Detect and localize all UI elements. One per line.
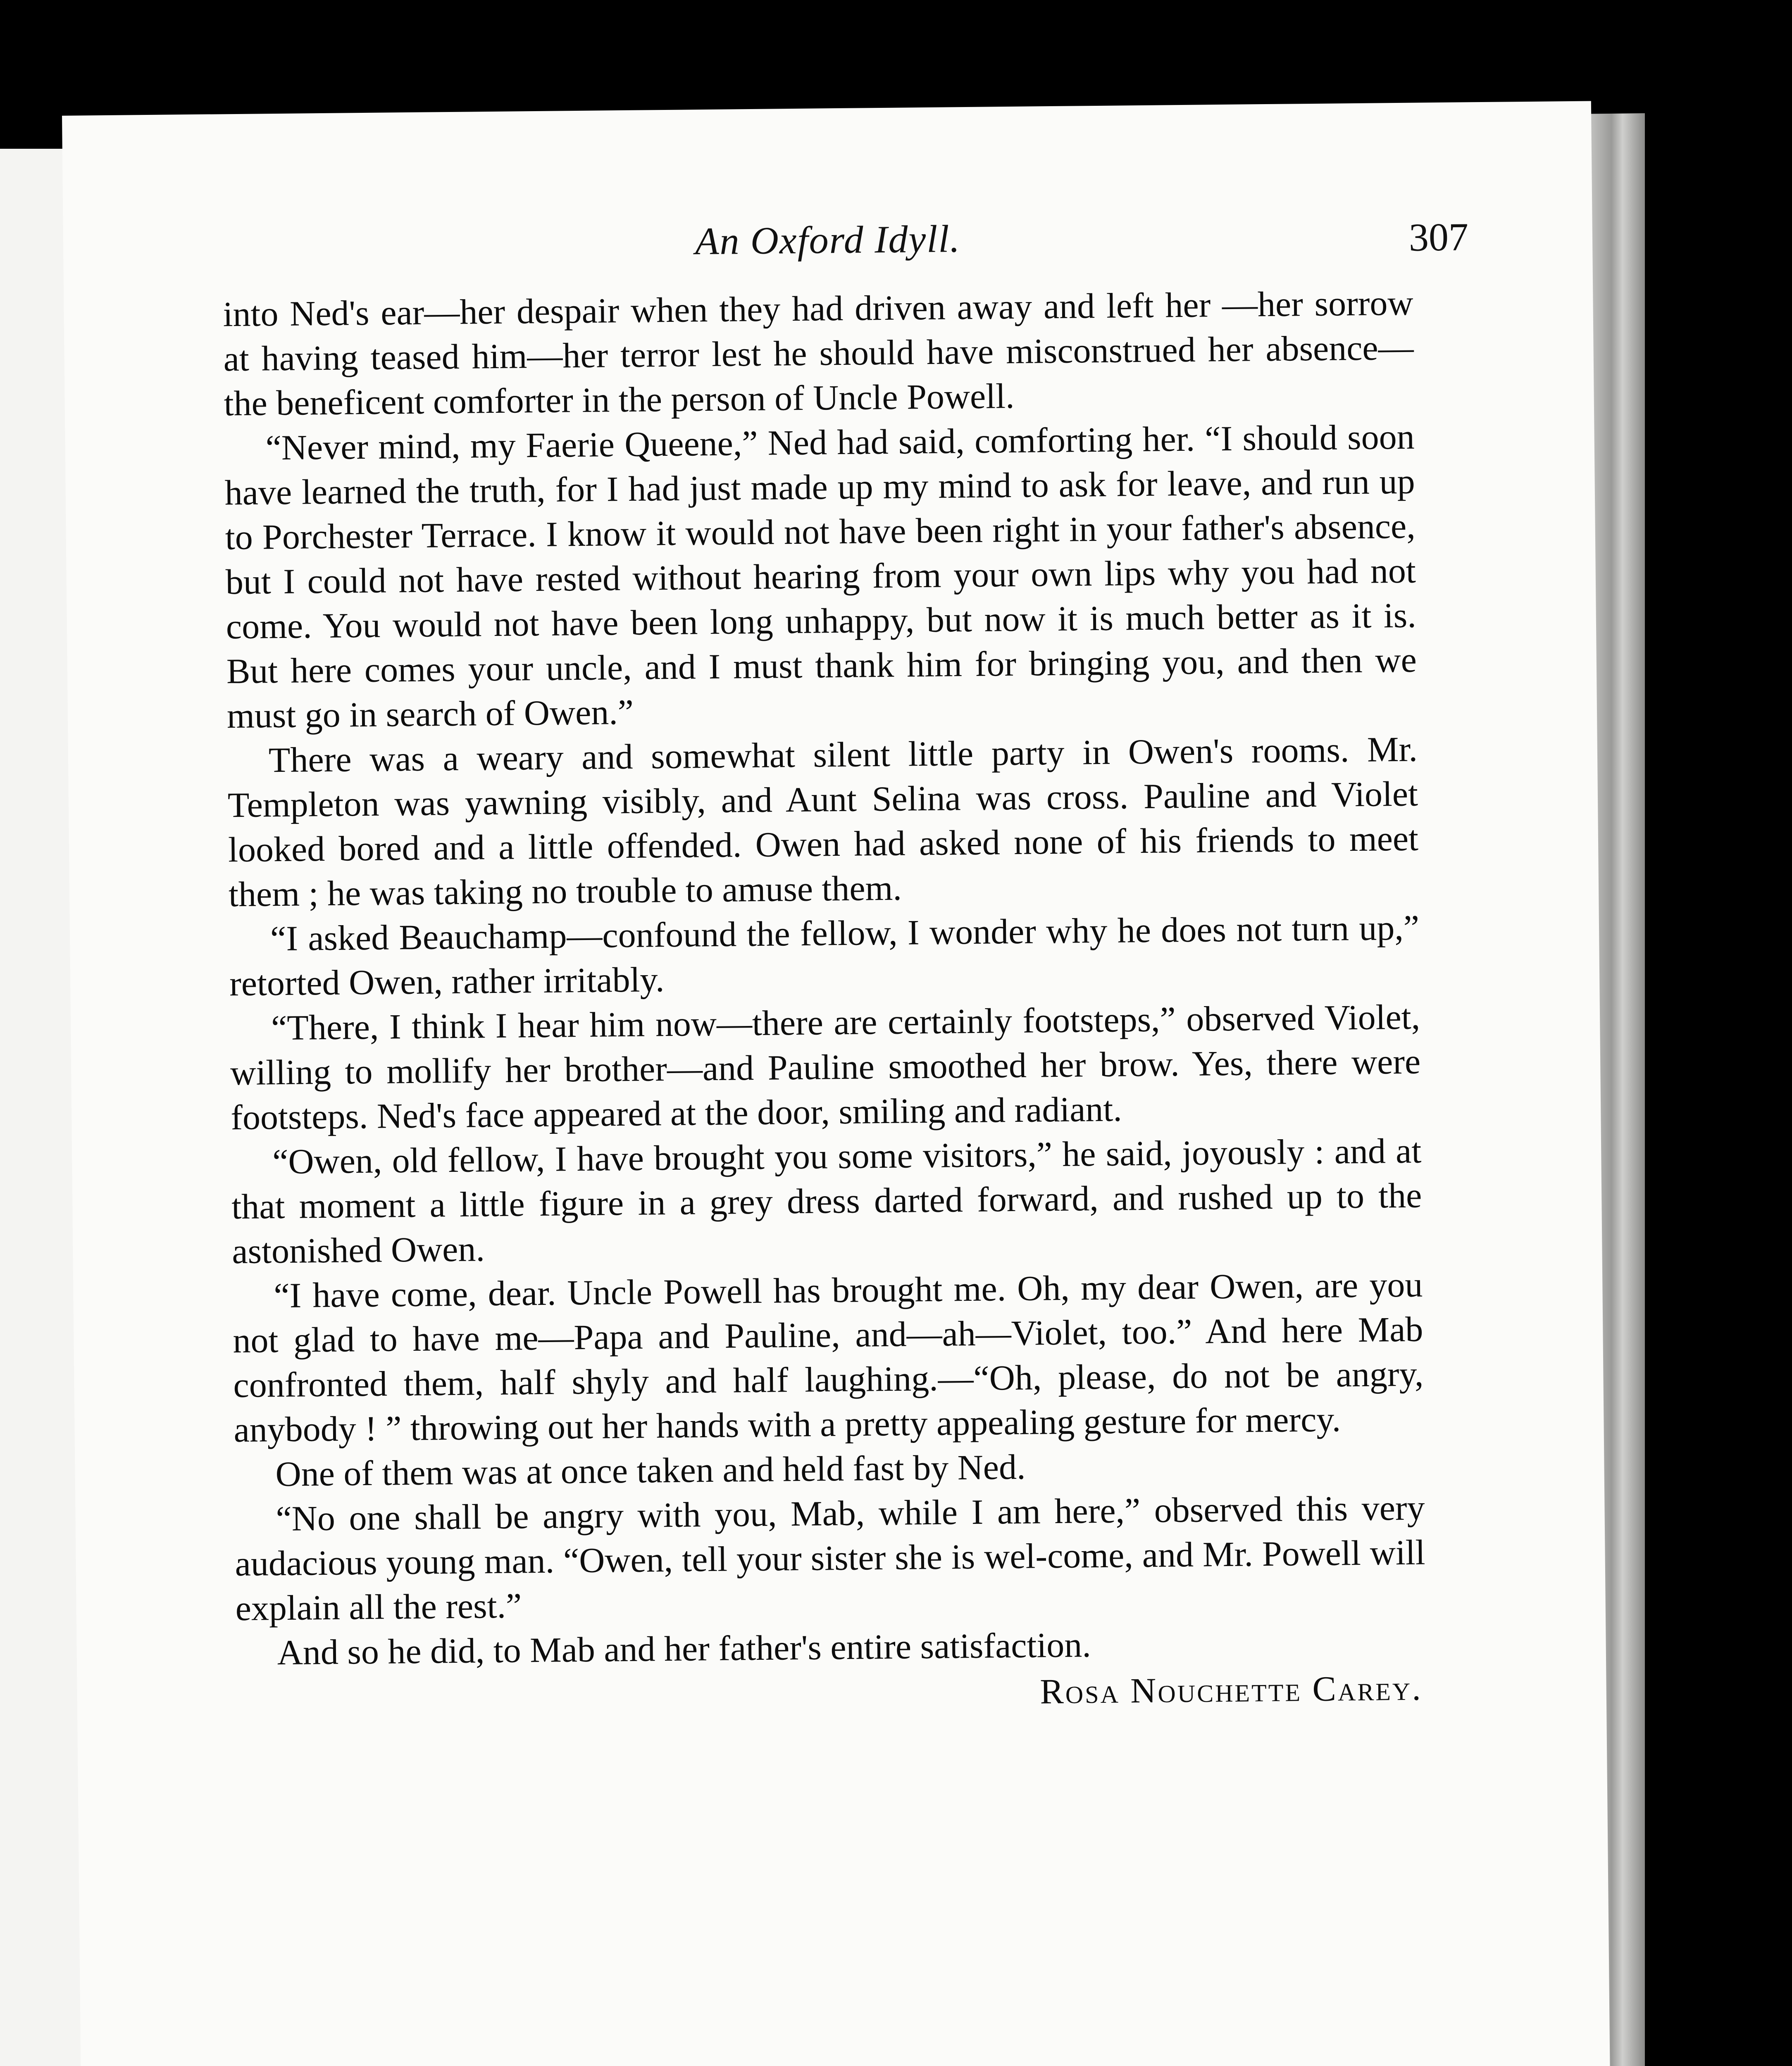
paragraph: into Ned's ear—her despair when they had driven away and left her —her sorrow at having teased him—her terror lest he should have misconstrued her absence—the beneficent comforter in the person of Uncle Powell. — [223, 283, 1414, 424]
author-signature: Rosa Nouchette Carey. — [1039, 1668, 1423, 1711]
book-page — [62, 101, 1617, 2066]
paragraph: One of them was at once taken and held fast by Ned. — [275, 1447, 1026, 1494]
paragraph: “There, I think I hear him now—there are certainly footsteps,” observed Violet, willing to mollify her brother—and Pauline smoothed her brow. Yes, there were footsteps. Ned's face appeared at the door, smiling and radiant. — [230, 997, 1421, 1138]
paragraph: “I have come, dear. Uncle Powell has brought me. Oh, my dear Owen, are you not glad to have me—Papa and Pauline, and—ah—Violet, too.” And here Mab confronted them, half shyly and half laughing.—“Oh, please, do not be angry, anybody ! ” throwing out her hands with a pretty appealing gesture for mercy. — [233, 1264, 1424, 1450]
running-head: An Oxford Idyll. — [695, 217, 961, 263]
paragraph: There was a weary and somewhat silent little party in Owen's rooms. Mr. Templeton was yawning visibly, and Aunt Selina was cross. Pauline and Violet looked bored and a little offended. Owen had asked none of his friends to meet them ; he was taking no trouble to amuse them. — [227, 729, 1419, 914]
paragraph: “I asked Beauchamp—confound the fellow, I wonder why he does not turn up,” retorted Owen, rather irritably. — [229, 907, 1420, 1004]
body-text — [223, 281, 1427, 1721]
paragraph: “No one shall be angry with you, Mab, while I am here,” observed this very audacious young man. “Owen, tell your sister she is wel-come, and Mr. Powell will explain all the rest.” — [235, 1488, 1425, 1628]
paragraph: “Owen, old fellow, I have brought you some visitors,” he said, joyously : and at that moment a little figure in a grey dress darted forward, and rushed up to the astonished Owen. — [231, 1131, 1422, 1271]
page-number: 307 — [1408, 214, 1469, 259]
paragraph: “Never mind, my Faerie Queene,” Ned had said, comforting her. “I should soon have learned the truth, for I had just made up my mind to ask for leave, and run up to Porchester Terrace. I know it would not have been right in your father's absence, but I could not have rested without hearing from your own lips why you had not come. You would not have been long unhappy, but now it is much better as it is. But here comes your uncle, and I must thank him for bringing you, and then we must go in search of Owen.” — [224, 417, 1417, 736]
paragraph: And so he did, to Mab and her father's entire satisfaction. — [277, 1625, 1091, 1673]
